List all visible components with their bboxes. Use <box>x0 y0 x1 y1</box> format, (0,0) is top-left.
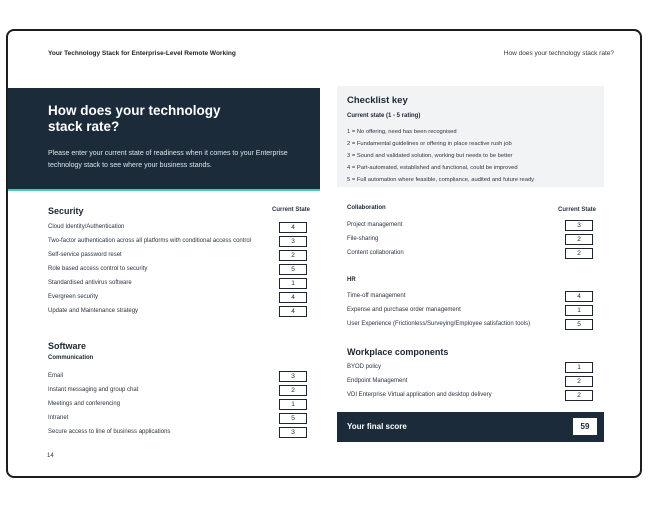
security-row <box>48 264 308 276</box>
row-label: Project management <box>347 222 403 228</box>
checklist-items <box>347 126 534 186</box>
row-label: Endpoint Management <box>347 378 408 384</box>
workplace-row <box>347 376 597 388</box>
rating-box[interactable]: 3 <box>279 427 307 438</box>
checklist-item: 1 = No offering, need has been recognised <box>347 129 457 135</box>
running-header-section: How does your technology stack rate? <box>503 50 614 57</box>
workplace-title: Workplace components <box>347 347 449 357</box>
security-row <box>48 292 308 304</box>
row-label: Role based access control to security <box>48 266 148 272</box>
checklist-title: Checklist key <box>347 95 408 106</box>
security-row <box>48 250 308 262</box>
hr-title: HR <box>347 277 356 283</box>
security-column-header: Current State <box>272 207 311 213</box>
collaboration-title: Collaboration <box>347 205 386 211</box>
software-row <box>48 385 308 397</box>
rating-box[interactable]: 5 <box>279 264 307 275</box>
software-row <box>48 371 308 383</box>
rating-box[interactable]: 2 <box>565 390 593 401</box>
row-label: Meetings and conferencing <box>48 401 121 407</box>
rating-box[interactable]: 2 <box>565 376 593 387</box>
row-label: File-sharing <box>347 236 379 242</box>
rating-box[interactable]: 5 <box>565 319 593 330</box>
rating-box[interactable]: 3 <box>279 236 307 247</box>
rating-box[interactable]: 2 <box>279 250 307 261</box>
intro-title: How does your technology stack rate? <box>48 103 221 134</box>
rating-box[interactable]: 1 <box>279 278 307 289</box>
row-label: Expense and purchase order management <box>347 307 461 313</box>
communication-subtitle: Communication <box>48 355 94 361</box>
row-label: Cloud Identity/Authentication <box>48 224 125 230</box>
intro-panel <box>8 88 320 189</box>
checklist-key <box>337 86 604 187</box>
software-row <box>48 427 308 439</box>
row-label: User Experience (Frictionless/Surveying/Employee satisfaction tools) <box>347 321 531 327</box>
checklist-item: 3 = Sound and validated solution, working but needs to be better <box>347 153 513 159</box>
rating-box[interactable]: 3 <box>565 220 593 231</box>
page-number: 14 <box>47 453 54 459</box>
software-title: Software <box>48 341 87 351</box>
row-label: Email <box>48 373 64 379</box>
checklist-item: 4 = Part-automated, established and functional, could be improved <box>347 165 518 171</box>
rating-box[interactable]: 4 <box>565 291 593 302</box>
row-label: Content collaboration <box>347 250 404 256</box>
row-label: Standardised antivirus software <box>48 280 132 286</box>
rating-box[interactable]: 1 <box>565 362 593 373</box>
rating-box[interactable]: 4 <box>279 222 307 233</box>
security-title: Security <box>48 206 84 216</box>
row-label: VDI Enterprise Virtual application and desktop delivery <box>347 392 492 398</box>
rating-box[interactable]: 3 <box>279 371 307 382</box>
row-label: Two-factor authentication across all platforms with conditional access control <box>48 238 252 244</box>
rating-box[interactable]: 4 <box>279 306 307 317</box>
row-label: Time-off management <box>347 293 406 299</box>
security-row <box>48 236 308 248</box>
hr-row <box>347 319 597 331</box>
row-label: Secure access to line of business applications <box>48 429 171 435</box>
security-row <box>48 222 308 234</box>
workplace-row <box>347 390 597 402</box>
rating-box[interactable]: 1 <box>279 399 307 410</box>
checklist-item: 2 = Fundamental guidelines or offering in place reactive rush job <box>347 141 512 147</box>
collaboration-row <box>347 220 597 232</box>
rating-box[interactable]: 2 <box>279 385 307 396</box>
hr-row <box>347 291 597 303</box>
hr-row <box>347 305 597 317</box>
final-score-label: Your final score <box>347 422 407 431</box>
rating-box[interactable]: 1 <box>565 305 593 316</box>
security-row <box>48 278 308 290</box>
row-label: Evergreen security <box>48 294 99 300</box>
rating-box[interactable]: 5 <box>279 413 307 424</box>
row-label: Update and Maintenance strategy <box>48 308 139 314</box>
collaboration-row <box>347 234 597 246</box>
final-score-value[interactable]: 59 <box>573 418 597 435</box>
final-score-bar <box>337 412 604 442</box>
row-label: Self-service password reset <box>48 252 122 258</box>
collaboration-column-header: Current State <box>558 207 597 213</box>
running-header-title: Your Technology Stack for Enterprise-Level Remote Working <box>48 50 236 57</box>
collaboration-row <box>347 248 597 260</box>
rating-box[interactable]: 4 <box>279 292 307 303</box>
checklist-item: 5 = Full automation where feasible, compliance, audited and future ready <box>347 177 535 183</box>
rating-box[interactable]: 2 <box>565 234 593 245</box>
security-row <box>48 306 308 318</box>
software-row <box>48 413 308 425</box>
row-label: BYOD policy <box>347 364 382 370</box>
rating-box[interactable]: 2 <box>565 248 593 259</box>
intro-text: Please enter your current state of readiness when it comes to your Enterprise technology stack to see where your business stands. <box>48 150 288 169</box>
software-row <box>48 399 308 411</box>
accent-divider <box>8 189 320 191</box>
checklist-subtitle: Current state (1 - 5 rating) <box>347 113 421 119</box>
row-label: Instant messaging and group chat <box>48 387 139 393</box>
document-page <box>6 29 642 478</box>
row-label: Intranet <box>48 415 69 421</box>
workplace-row <box>347 362 597 374</box>
